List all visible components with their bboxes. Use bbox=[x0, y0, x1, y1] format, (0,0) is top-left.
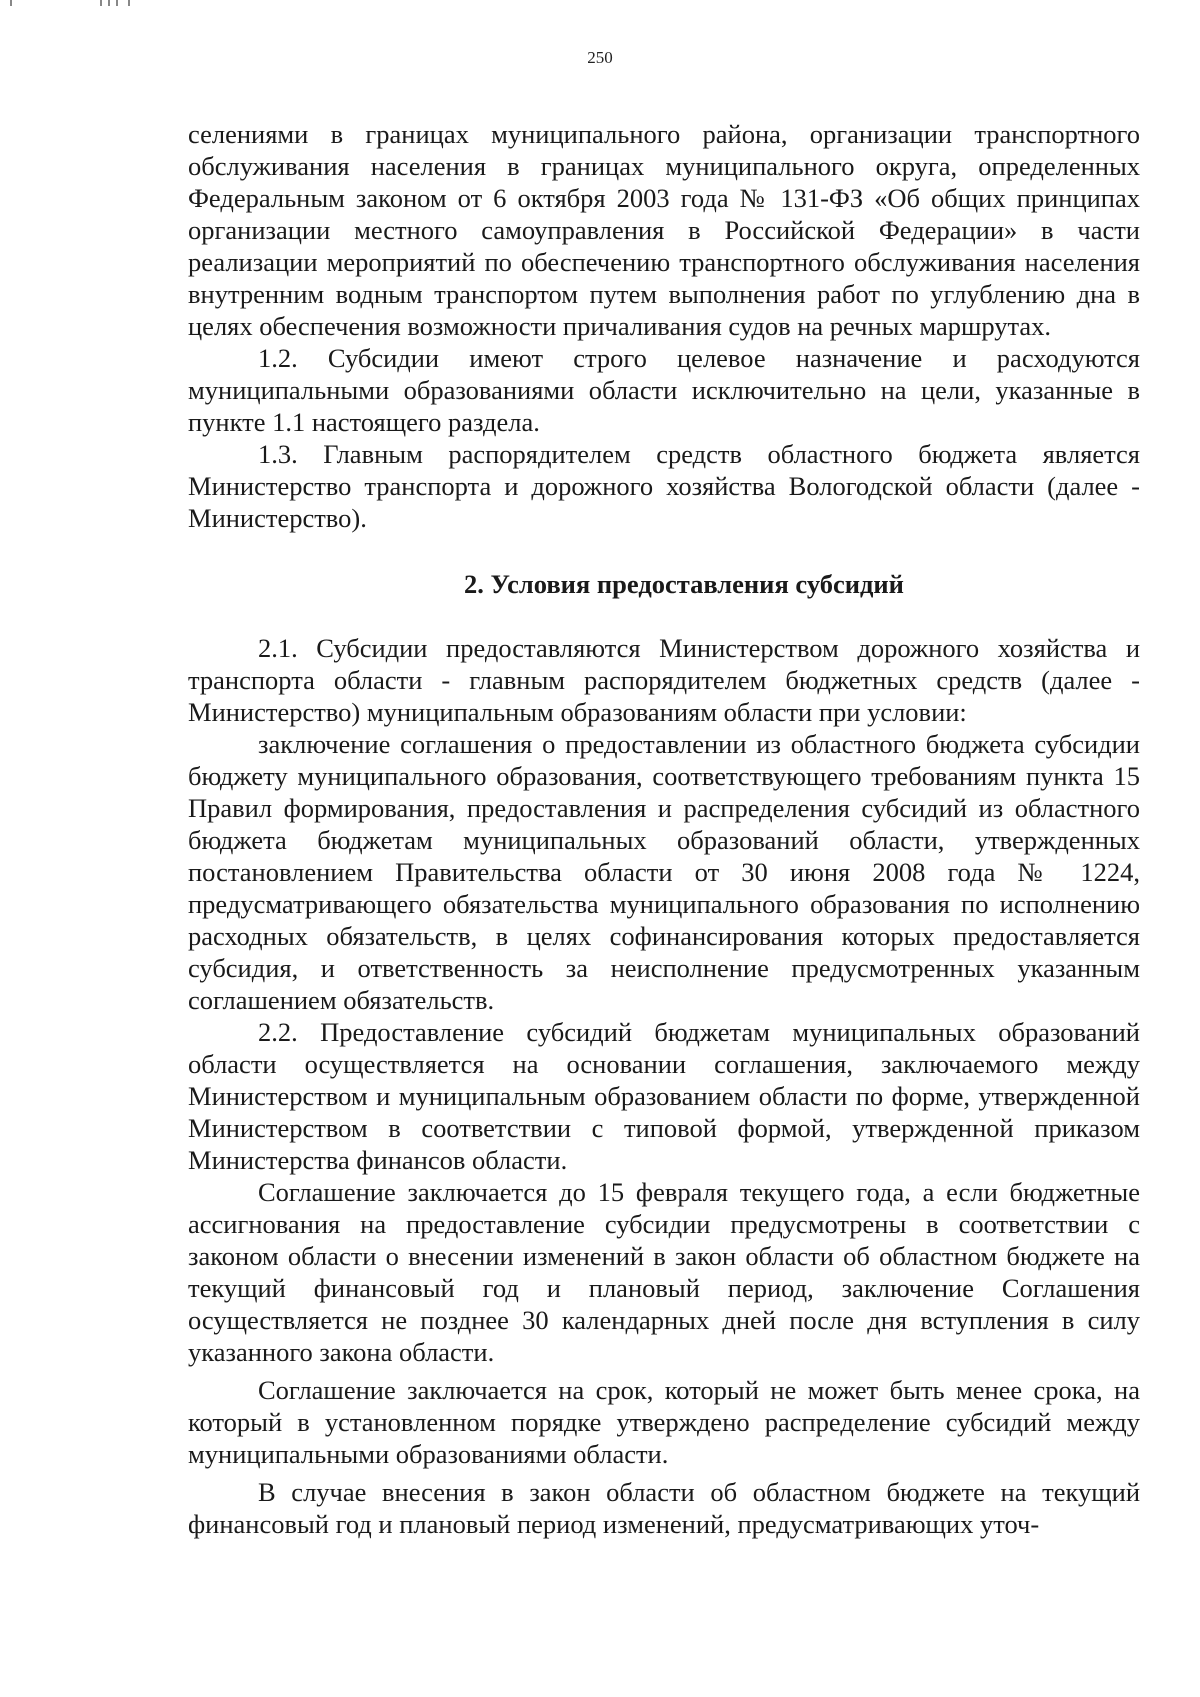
scan-artifact bbox=[100, 0, 102, 6]
paragraph-2-1-condition: заключение соглашения о предоставлении из областного бюджета субсидии бюджету муниципального образования, соответствующего требованиям пункта 15 Правил формирования, предоставления и распределения субсидий из областного бюджета бюджетам муниципальных образований области, утвержденных постановлением Правительства области от 30 июня 2008 года № 1224, предусматривающего обязательства муниципального образования по исполнению расходных обязательств, в целях софинансирования которых предоставляется субсидия, и ответственность за неисполнение предусмотренных указанным соглашением обязательств. bbox=[188, 729, 1140, 1015]
paragraph-2-2-amendments: В случае внесения в закон области об областном бюджете на текущий финансовый год и плановый период изменений, предусматривающих уточ- bbox=[188, 1477, 1140, 1539]
scan-artifact bbox=[108, 0, 110, 6]
scan-artifact bbox=[116, 0, 118, 6]
paragraph-2-2: 2.2. Предоставление субсидий бюджетам муниципальных образований области осуществляется на основании соглашения, заключаемого между Министерством и муниципальным образованием области по форме, утвержденной Министерством в соответствии с типовой формой, утвержденной приказом Министерства финансов области. bbox=[188, 1017, 1140, 1175]
scan-artifact bbox=[10, 0, 12, 6]
paragraph-1-2: 1.2. Субсидии имеют строго целевое назначение и расходуются муниципальными образованиями области исключительно на цели, указанные в пункте 1.1 настоящего раздела. bbox=[188, 343, 1140, 437]
paragraph-2-2-agreement-term: Соглашение заключается на срок, который не может быть менее срока, на который в установленном порядке утверждено распределение субсидий между муниципальными образованиями области. bbox=[188, 1375, 1140, 1469]
paragraph-2-1: 2.1. Субсидии предоставляются Министерством дорожного хозяйства и транспорта области - главным распорядителем бюджетных средств (далее - Министерство) муниципальным образованиям области при условии: bbox=[188, 633, 1140, 727]
paragraph-continuation: селениями в границах муниципального района, организации транспортного обслуживания населения в границах муниципального округа, определенных Федеральным законом от 6 октября 2003 года № 131-ФЗ «Об общих принципах организации местного самоуправления в Российской Федерации» в части реализации мероприятий по обеспечению транспортного обслуживания населения внутренним водным транспортом путем выполнения работ по углублению дна в целях обеспечения возможности причаливания судов на речных маршрутах. bbox=[188, 119, 1140, 341]
section-heading: 2. Условия предоставления субсидий bbox=[464, 569, 904, 599]
document-body bbox=[188, 118, 1140, 1540]
scan-artifact bbox=[128, 0, 130, 6]
paragraph-1-3: 1.3. Главным распорядителем средств областного бюджета является Министерство транспорта и дорожного хозяйства Вологодской области (далее - Министерство). bbox=[188, 439, 1140, 533]
paragraph-2-2-agreement-deadline: Соглашение заключается до 15 февраля текущего года, а если бюджетные ассигнования на предоставление субсидии предусмотрены в соответствии с законом области о внесении изменений в закон области об областном бюджете на текущий финансовый год и плановый период, заключение Соглашения осуществляется не позднее 30 календарных дней после дня вступления в силу указанного закона области. bbox=[188, 1177, 1140, 1367]
page-number: 250 bbox=[587, 48, 613, 67]
